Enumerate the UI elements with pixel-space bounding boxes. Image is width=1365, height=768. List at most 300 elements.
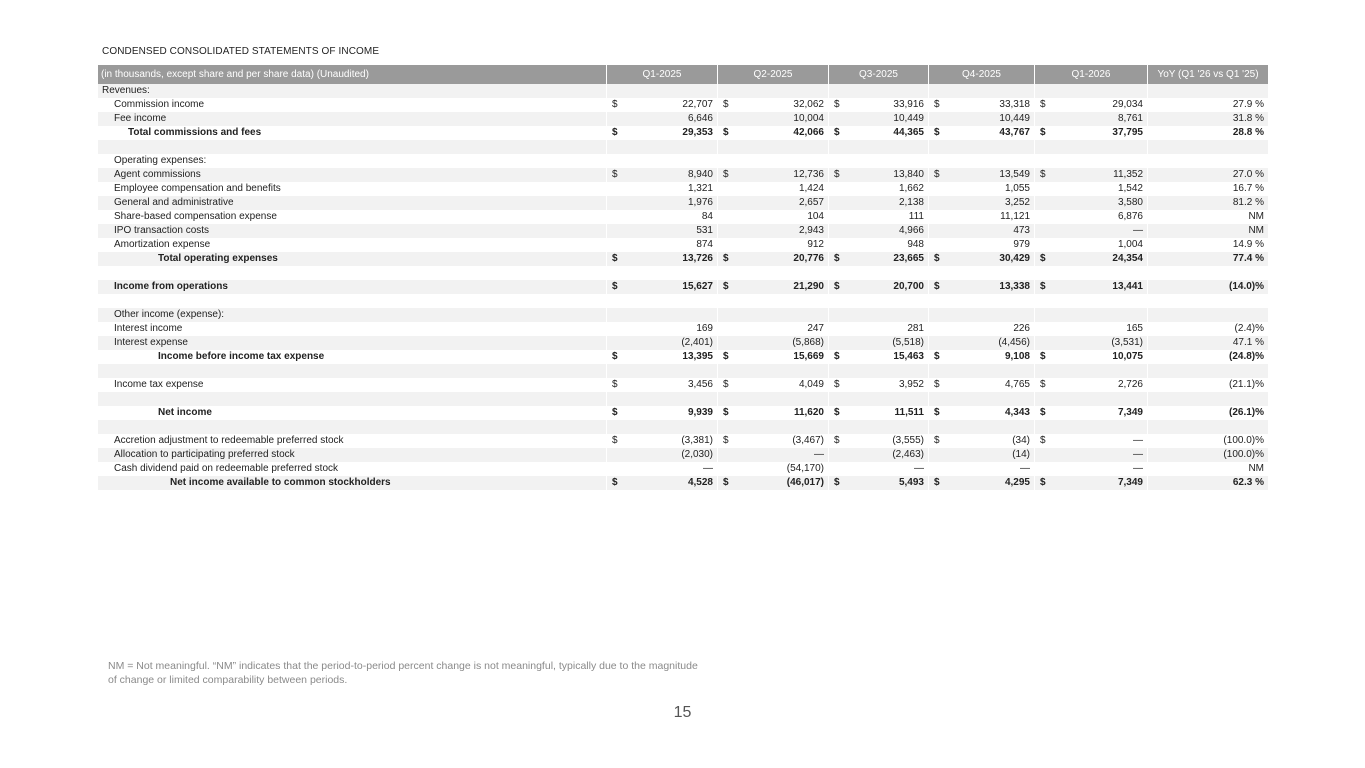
row-label: Interest income [98,322,607,336]
value-cell [718,140,829,154]
header-q1-2025: Q1-2025 [607,65,718,84]
yoy-change [1148,84,1268,98]
value-cell [607,238,718,252]
yoy-change: 27.9 % [1148,98,1268,112]
table-row [98,112,1268,126]
yoy-change: 62.3 % [1148,476,1268,490]
value-cell [718,378,829,392]
value-cell [718,294,829,308]
value-cell [607,154,718,168]
value-cell [718,168,829,182]
currency-symbol: $ [612,407,618,418]
currency-symbol: $ [934,435,940,446]
currency-symbol: $ [1040,435,1046,446]
value-amount: 2,138 [898,197,924,208]
row-label: Fee income [98,112,607,126]
currency-symbol: $ [834,127,840,138]
table-row [98,322,1268,336]
row-label: Agent commissions [98,168,607,182]
value-cell [929,224,1035,238]
value-cell [1035,322,1148,336]
value-amount: 2,657 [798,197,824,208]
value-cell [607,224,718,238]
table-row [98,364,1268,378]
value-amount: 1,662 [898,183,924,194]
value-amount: 13,726 [682,253,713,264]
currency-symbol: $ [1040,477,1046,488]
yoy-change [1148,140,1268,154]
value-amount: (3,381) [681,435,713,446]
value-cell [1035,476,1148,490]
row-label: Revenues: [98,84,607,98]
value-cell [929,448,1035,462]
value-cell [1035,168,1148,182]
table-row [98,308,1268,322]
value-amount: 3,456 [687,379,713,390]
table-row [98,420,1268,434]
yoy-change: 16.7 % [1148,182,1268,196]
currency-symbol: $ [934,253,940,264]
value-amount: 2,726 [1117,379,1143,390]
value-cell [929,378,1035,392]
row-label: Net income available to common stockholders [98,476,607,490]
value-cell [829,140,929,154]
value-cell [829,476,929,490]
table-row [98,336,1268,350]
table-row [98,406,1268,420]
row-label: Cash dividend paid on redeemable preferred stock [98,462,607,476]
currency-symbol: $ [934,99,940,110]
value-cell [829,266,929,280]
value-cell [718,210,829,224]
yoy-change: NM [1148,462,1268,476]
value-cell [829,112,929,126]
value-cell [829,420,929,434]
value-cell [718,238,829,252]
currency-symbol: $ [723,407,729,418]
currency-symbol: $ [612,169,618,180]
value-cell [1035,294,1148,308]
value-cell [718,84,829,98]
value-amount: — [1133,449,1143,460]
row-label: Other income (expense): [98,308,607,322]
value-amount: 42,066 [793,127,824,138]
value-cell [718,126,829,140]
row-label: Total operating expenses [98,252,607,266]
header-yoy: YoY (Q1 '26 vs Q1 '25) [1148,65,1268,84]
table-row [98,378,1268,392]
row-label [98,420,607,434]
value-cell [1035,350,1148,364]
yoy-change: (26.1)% [1148,406,1268,420]
value-amount: 20,776 [793,253,824,264]
value-amount: 15,463 [893,351,924,362]
currency-symbol: $ [934,169,940,180]
value-cell [929,434,1035,448]
value-amount: 13,549 [999,169,1030,180]
currency-symbol: $ [612,379,618,390]
value-amount: 21,290 [793,281,824,292]
value-cell [1035,252,1148,266]
value-amount: 4,528 [687,477,713,488]
value-cell [1035,224,1148,238]
value-amount: 4,295 [1004,477,1030,488]
value-amount: (46,017) [786,477,824,488]
value-cell [929,252,1035,266]
value-amount: (3,531) [1111,337,1143,348]
value-cell [929,182,1035,196]
value-amount: 1,321 [687,183,713,194]
table-header [98,65,1268,84]
value-amount: 10,075 [1112,351,1143,362]
currency-symbol: $ [834,169,840,180]
value-amount: 111 [908,211,924,222]
header-q3-2025: Q3-2025 [829,65,929,84]
row-label: Interest expense [98,336,607,350]
currency-symbol: $ [934,281,940,292]
value-cell [718,266,829,280]
value-cell [929,350,1035,364]
yoy-change: 28.8 % [1148,126,1268,140]
value-amount: (3,555) [892,435,924,446]
value-amount: 13,441 [1112,281,1143,292]
value-cell [929,392,1035,406]
value-cell [607,392,718,406]
value-cell [718,280,829,294]
yoy-change [1148,364,1268,378]
value-cell [829,378,929,392]
yoy-change: (14.0)% [1148,280,1268,294]
value-cell [829,406,929,420]
value-cell [829,84,929,98]
value-cell [929,84,1035,98]
value-amount: 15,627 [682,281,713,292]
yoy-change: (100.0)% [1148,434,1268,448]
value-cell [929,140,1035,154]
currency-symbol: $ [1040,281,1046,292]
currency-symbol: $ [1040,169,1046,180]
value-amount: 32,062 [793,99,824,110]
table-row [98,476,1268,490]
row-label: Amortization expense [98,238,607,252]
currency-symbol: $ [934,407,940,418]
yoy-change [1148,392,1268,406]
yoy-change: 31.8 % [1148,112,1268,126]
table-row [98,392,1268,406]
value-cell [607,252,718,266]
value-cell [718,420,829,434]
value-cell [1035,98,1148,112]
value-cell [607,210,718,224]
table-row [98,126,1268,140]
value-cell [829,154,929,168]
value-cell [829,448,929,462]
currency-symbol: $ [612,127,618,138]
value-cell [607,196,718,210]
table-row [98,84,1268,98]
value-amount: 20,700 [893,281,924,292]
table-row [98,224,1268,238]
value-cell [929,168,1035,182]
value-amount: 104 [807,211,824,222]
value-cell [929,126,1035,140]
value-cell [829,126,929,140]
currency-symbol: $ [834,253,840,264]
value-amount: 13,395 [682,351,713,362]
row-label: Allocation to participating preferred stock [98,448,607,462]
value-cell [829,196,929,210]
value-cell [929,364,1035,378]
value-cell [829,434,929,448]
value-cell [718,182,829,196]
value-cell [718,462,829,476]
value-amount: 11,121 [1000,211,1030,222]
value-amount: 874 [696,239,713,250]
currency-symbol: $ [834,379,840,390]
value-cell [1035,336,1148,350]
currency-symbol: $ [612,99,618,110]
yoy-change: (100.0)% [1148,448,1268,462]
value-amount: (2,030) [681,449,713,460]
value-cell [718,406,829,420]
value-cell [1035,210,1148,224]
value-amount: 169 [696,323,713,334]
table-row [98,154,1268,168]
currency-symbol: $ [934,379,940,390]
value-cell [1035,462,1148,476]
value-amount: 7,349 [1117,407,1143,418]
value-cell [829,350,929,364]
value-amount: 5,493 [898,477,924,488]
value-cell [829,462,929,476]
value-amount: 9,939 [687,407,713,418]
row-label [98,266,607,280]
value-amount: 8,761 [1117,113,1143,124]
value-amount: 84 [701,211,713,222]
table-row [98,448,1268,462]
value-cell [718,364,829,378]
value-amount: 33,318 [999,99,1030,110]
value-cell [829,210,929,224]
value-amount: 979 [1013,239,1030,250]
currency-symbol: $ [1040,379,1046,390]
value-cell [607,378,718,392]
header-q1-2026: Q1-2026 [1035,65,1148,84]
value-amount: (54,170) [786,463,824,474]
value-cell [718,336,829,350]
value-amount: 165 [1126,323,1143,334]
value-cell [829,392,929,406]
value-cell [929,476,1035,490]
table-row [98,98,1268,112]
currency-symbol: $ [723,351,729,362]
currency-symbol: $ [934,127,940,138]
table-row [98,294,1268,308]
yoy-change: 27.0 % [1148,168,1268,182]
value-amount: 1,424 [798,183,824,194]
value-amount: 4,343 [1004,407,1030,418]
value-cell [829,168,929,182]
value-amount: (2,401) [681,337,713,348]
value-cell [718,322,829,336]
row-label: Accretion adjustment to redeemable preferred stock [98,434,607,448]
value-cell [718,476,829,490]
value-cell [1035,378,1148,392]
value-cell [1035,182,1148,196]
currency-symbol: $ [723,281,729,292]
currency-symbol: $ [834,435,840,446]
table-row [98,210,1268,224]
value-cell [607,308,718,322]
value-amount: 2,943 [798,225,824,236]
table-row [98,196,1268,210]
value-cell [1035,84,1148,98]
value-cell [607,168,718,182]
value-amount: 4,765 [1004,379,1030,390]
value-amount: 4,966 [898,225,924,236]
yoy-change: 47.1 % [1148,336,1268,350]
value-cell [607,266,718,280]
header-q2-2025: Q2-2025 [718,65,829,84]
currency-symbol: $ [612,351,618,362]
value-amount: 247 [807,323,824,334]
value-amount: 948 [907,239,924,250]
value-amount: — [703,463,713,474]
value-amount: (5,868) [792,337,824,348]
value-amount: 10,004 [793,113,824,124]
currency-symbol: $ [1040,127,1046,138]
currency-symbol: $ [723,477,729,488]
currency-symbol: $ [612,477,618,488]
value-cell [829,364,929,378]
value-cell [1035,266,1148,280]
value-amount: 10,449 [893,113,924,124]
row-label: Income from operations [98,280,607,294]
value-cell [929,196,1035,210]
value-amount: 1,004 [1117,239,1143,250]
header-q4-2025: Q4-2025 [929,65,1035,84]
value-cell [929,462,1035,476]
value-cell [718,98,829,112]
value-amount: — [814,449,824,460]
value-amount: 281 [907,323,924,334]
value-cell [607,448,718,462]
value-cell [1035,448,1148,462]
currency-symbol: $ [834,477,840,488]
value-cell [607,462,718,476]
value-cell [1035,308,1148,322]
value-cell [829,98,929,112]
value-amount: 37,795 [1112,127,1143,138]
value-cell [929,308,1035,322]
value-amount: 1,542 [1117,183,1143,194]
income-statement-table [98,65,1268,490]
yoy-change: (2.4)% [1148,322,1268,336]
currency-symbol: $ [834,407,840,418]
value-cell [1035,154,1148,168]
value-amount: (2,463) [892,449,924,460]
value-cell [718,154,829,168]
yoy-change [1148,154,1268,168]
value-cell [607,112,718,126]
value-cell [929,98,1035,112]
value-cell [929,154,1035,168]
value-amount: (5,518) [892,337,924,348]
currency-symbol: $ [934,477,940,488]
value-cell [1035,238,1148,252]
value-amount: — [1133,463,1143,474]
value-amount: — [1133,435,1143,446]
value-cell [718,196,829,210]
yoy-change [1148,294,1268,308]
value-amount: 531 [696,225,713,236]
table-row [98,168,1268,182]
currency-symbol: $ [834,351,840,362]
header-label: (in thousands, except share and per share data) (Unaudited) [98,65,607,84]
row-label: IPO transaction costs [98,224,607,238]
table-row [98,266,1268,280]
value-amount: 1,976 [687,197,713,208]
table-row [98,350,1268,364]
value-amount: 12,736 [793,169,824,180]
value-amount: 7,349 [1117,477,1143,488]
value-amount: 473 [1013,225,1030,236]
table-row [98,140,1268,154]
value-cell [607,350,718,364]
value-cell [607,364,718,378]
value-cell [829,224,929,238]
value-cell [929,238,1035,252]
value-amount: 29,034 [1112,99,1143,110]
yoy-change: (24.8)% [1148,350,1268,364]
value-cell [718,308,829,322]
value-cell [607,420,718,434]
value-amount: 3,580 [1117,197,1143,208]
value-amount: 11,511 [894,407,924,418]
value-cell [829,182,929,196]
table-row [98,182,1268,196]
value-cell [829,238,929,252]
currency-symbol: $ [1040,407,1046,418]
value-amount: — [914,463,924,474]
value-cell [607,280,718,294]
value-cell [607,98,718,112]
yoy-change [1148,266,1268,280]
row-label [98,364,607,378]
value-amount: — [1020,463,1030,474]
value-cell [1035,392,1148,406]
value-amount: — [1133,225,1143,236]
table-row [98,238,1268,252]
page-number: 15 [673,704,692,721]
row-label: Employee compensation and benefits [98,182,607,196]
value-cell [829,336,929,350]
currency-symbol: $ [723,169,729,180]
value-amount: 43,767 [999,127,1030,138]
value-cell [929,322,1035,336]
table-row [98,462,1268,476]
table-row [98,252,1268,266]
value-amount: 23,665 [893,253,924,264]
value-amount: 6,876 [1117,211,1143,222]
row-label: Operating expenses: [98,154,607,168]
row-label: General and administrative [98,196,607,210]
value-amount: 33,916 [893,99,924,110]
value-amount: 8,940 [687,169,713,180]
value-cell [829,308,929,322]
value-cell [1035,196,1148,210]
value-cell [829,294,929,308]
